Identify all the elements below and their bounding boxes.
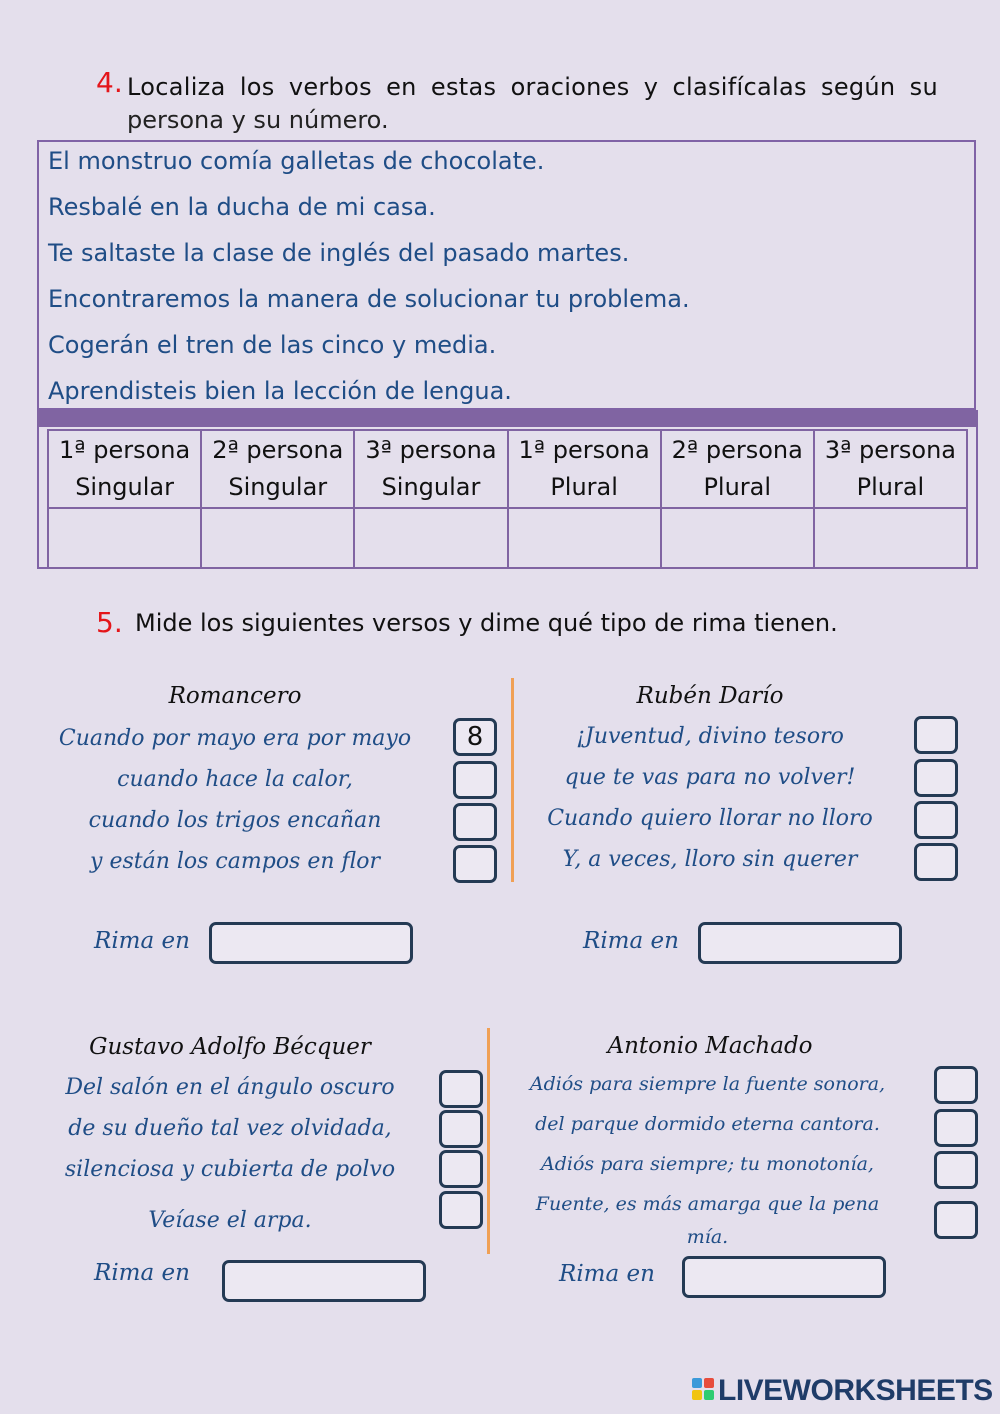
- syllable-count-input[interactable]: [934, 1151, 978, 1189]
- verse-line: Y, a veces, lloro sin querer: [562, 847, 858, 872]
- rima-input[interactable]: [682, 1256, 886, 1298]
- syllable-count-input[interactable]: 8: [453, 718, 497, 756]
- syllable-count-input[interactable]: [934, 1066, 978, 1104]
- poem-author: Romancero: [168, 683, 302, 709]
- rima-label: Rima en: [94, 1260, 190, 1286]
- rima-input[interactable]: [209, 922, 413, 964]
- vertical-divider: [511, 678, 514, 882]
- logo-grid-icon: [692, 1378, 716, 1402]
- exercise-instruction: Localiza los verbos en estas oraciones y clasifícalas según su: [127, 73, 938, 101]
- syllable-count-input[interactable]: [453, 803, 497, 841]
- header-cell: 3ª persona Plural: [814, 430, 967, 508]
- verse-line: mía.: [686, 1226, 729, 1248]
- exercise-instruction: Mide los siguientes versos y dime qué tipo de rima tienen.: [135, 609, 838, 637]
- syllable-count-input[interactable]: [453, 761, 497, 799]
- sentence: Resbalé en la ducha de mi casa.: [48, 193, 436, 221]
- verse-line: Adiós para siempre la fuente sonora,: [529, 1073, 886, 1095]
- sentence: Te saltaste la clase de inglés del pasado martes.: [48, 239, 630, 267]
- header-cell: 2ª persona Plural: [661, 430, 814, 508]
- syllable-count-input[interactable]: [934, 1109, 978, 1147]
- sentence: El monstruo comía galletas de chocolate.: [48, 147, 545, 175]
- rima-label: Rima en: [559, 1261, 655, 1287]
- classification-table: [47, 429, 968, 569]
- answer-cell[interactable]: [814, 508, 967, 568]
- verse-line: ¡Juventud, divino tesoro: [576, 724, 844, 749]
- rima-input[interactable]: [222, 1260, 426, 1302]
- syllable-count-input[interactable]: [439, 1070, 483, 1108]
- header-cell: 1ª persona Plural: [508, 430, 661, 508]
- divider-bar: [37, 410, 978, 427]
- logo-text: LIVEWORKSHEETS: [718, 1374, 993, 1407]
- vertical-divider: [487, 1028, 490, 1254]
- exercise-instruction-cont: persona y su número.: [127, 106, 389, 134]
- syllable-count-input[interactable]: [914, 759, 958, 797]
- sentence: Encontraremos la manera de solucionar tu problema.: [48, 285, 690, 313]
- verse-line: cuando los trigos encañan: [88, 808, 382, 833]
- verse-line: Del salón en el ángulo oscuro: [65, 1075, 395, 1100]
- poem-author: Gustavo Adolfo Bécquer: [89, 1034, 371, 1060]
- answer-cell[interactable]: [201, 508, 354, 568]
- answer-cell[interactable]: [354, 508, 507, 568]
- verse-line: Adiós para siempre; tu monotonía,: [541, 1153, 874, 1175]
- verse-line: y están los campos en flor: [90, 849, 380, 874]
- exercise-number: 5.: [96, 606, 123, 639]
- syllable-count-input[interactable]: [914, 843, 958, 881]
- poem-author: Antonio Machado: [607, 1033, 813, 1059]
- header-cell: 2ª persona Singular: [201, 430, 354, 508]
- syllable-count-input[interactable]: [439, 1110, 483, 1148]
- sentence: Aprendisteis bien la lección de lengua.: [48, 377, 512, 405]
- rima-input[interactable]: [698, 922, 902, 964]
- rima-label: Rima en: [583, 928, 679, 954]
- answer-cell[interactable]: [48, 508, 201, 568]
- verse-line: del parque dormido eterna cantora.: [535, 1113, 880, 1135]
- verse-line: que te vas para no volver!: [564, 765, 856, 790]
- verse-line: cuando hace la calor,: [117, 767, 353, 792]
- exercise-number: 4.: [96, 66, 123, 99]
- header-cell: 3ª persona Singular: [354, 430, 507, 508]
- syllable-count-input[interactable]: [914, 716, 958, 754]
- syllable-count-input[interactable]: [934, 1201, 978, 1239]
- syllable-count-input[interactable]: [453, 845, 497, 883]
- verse-line: silenciosa y cubierta de polvo: [64, 1157, 396, 1182]
- poem-author: Rubén Darío: [636, 683, 784, 709]
- verse-line: Cuando por mayo era por mayo: [58, 726, 412, 751]
- sentence: Cogerán el tren de las cinco y media.: [48, 331, 497, 359]
- verse-line: de su dueño tal vez olvidada,: [68, 1116, 392, 1141]
- verse-line: Veíase el arpa.: [148, 1208, 312, 1233]
- syllable-count-input[interactable]: [439, 1191, 483, 1229]
- syllable-count-input[interactable]: [914, 801, 958, 839]
- answer-cell[interactable]: [508, 508, 661, 568]
- verse-line: Fuente, es más amarga que la pena: [535, 1193, 880, 1215]
- verse-line: Cuando quiero llorar no lloro: [547, 806, 873, 831]
- sentences-box: [37, 140, 976, 410]
- syllable-count-input[interactable]: [439, 1150, 483, 1188]
- header-cell: 1ª persona Singular: [48, 430, 201, 508]
- rima-label: Rima en: [94, 928, 190, 954]
- answer-cell[interactable]: [661, 508, 814, 568]
